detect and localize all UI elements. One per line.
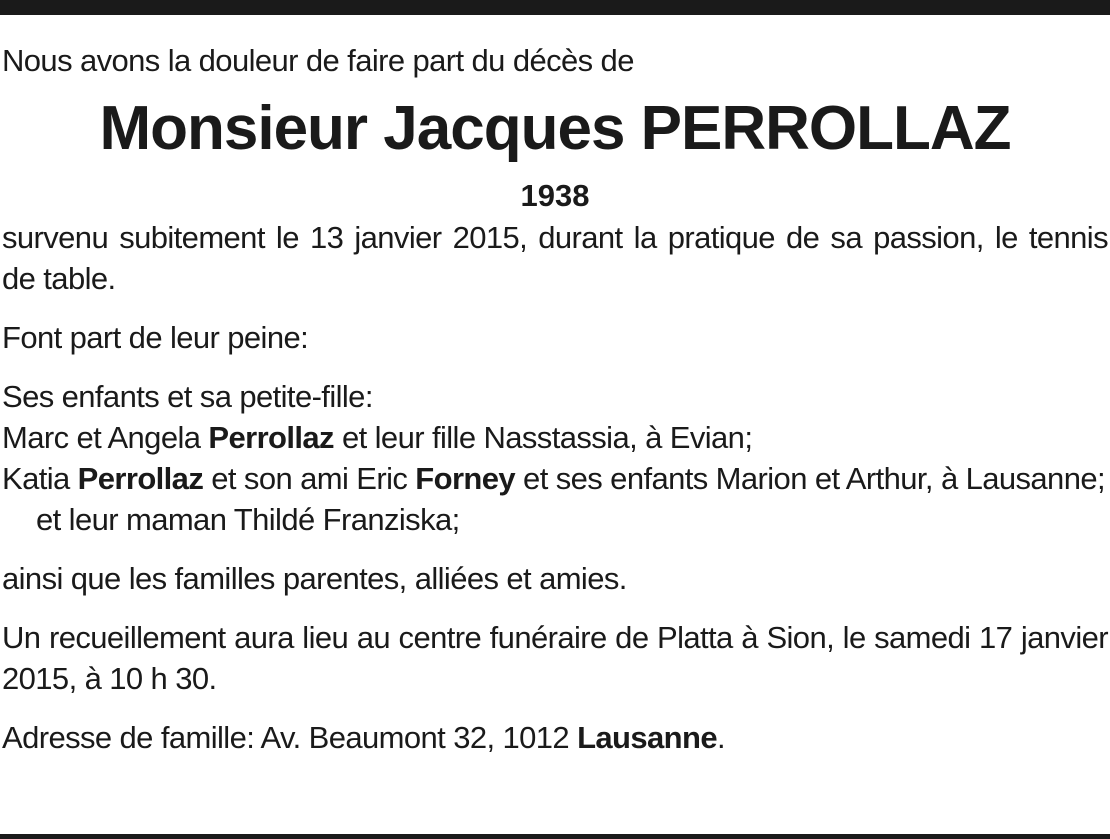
family-line-katia — [2, 458, 1108, 499]
family-line-katia-mid: et son ami Eric — [203, 461, 416, 496]
intro-text: Nous avons la douleur de faire part du décès de — [2, 43, 634, 78]
death-details: survenu subitement le 13 janvier 2015, durant la pratique de sa passion, le tennis de table. — [2, 220, 1108, 296]
family-line-katia-post: et ses enfants Marion et Arthur, à Lausanne; — [515, 461, 1105, 496]
children-header: Ses enfants et sa petite-fille: — [2, 379, 373, 414]
family-line-marc — [2, 417, 1108, 458]
family-line-mother: et leur maman Thildé Franziska; — [36, 502, 460, 537]
family-line-katia-pre: Katia — [2, 461, 78, 496]
ceremony-details: Un recueillement aura lieu au centre funéraire de Platta à Sion, le samedi 17 janvier 2015, à 10 h 30. — [2, 620, 1108, 696]
deceased-name: Monsieur Jacques PERROLLAZ — [99, 94, 1011, 163]
family-header: Font part de leur peine: — [2, 320, 309, 355]
family-address-pre: Adresse de famille: Av. Beaumont 32, 1012 — [2, 720, 578, 755]
family-address — [2, 717, 1108, 758]
bottom-border-rule — [0, 834, 1110, 839]
family-address-city: Lausanne — [577, 720, 717, 755]
family-address-post: . — [717, 720, 726, 755]
family-line-marc-post: et leur fille Nasstassia, à Evian; — [333, 420, 753, 455]
death-notice — [2, 40, 1108, 758]
birth-year: 1938 — [520, 178, 590, 213]
extended-family: ainsi que les familles parentes, alliées et amies. — [2, 561, 627, 596]
family-line-katia-surname: Perrollaz — [77, 461, 204, 496]
family-line-katia-partner-surname: Forney — [415, 461, 516, 496]
family-line-marc-surname: Perrollaz — [208, 420, 334, 455]
top-border-rule — [0, 0, 1110, 15]
family-list — [2, 376, 1108, 540]
family-line-marc-pre: Marc et Angela — [2, 420, 209, 455]
